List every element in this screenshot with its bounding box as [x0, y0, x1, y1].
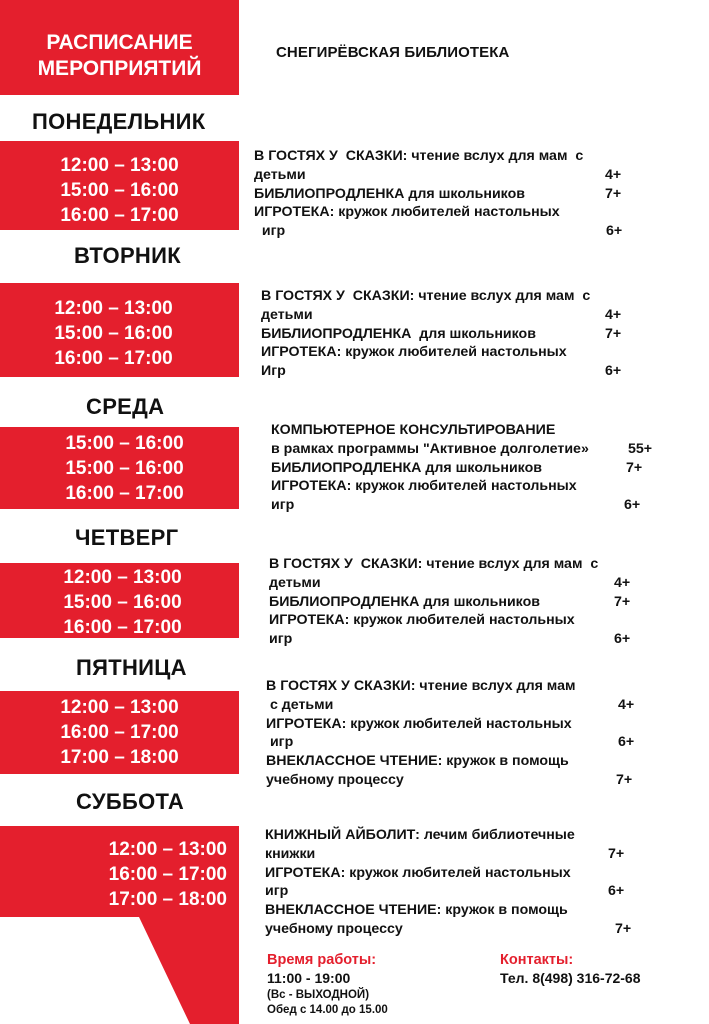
- times-friday: [0, 695, 239, 770]
- day-monday: ПОНЕДЕЛЬНИК: [32, 109, 206, 134]
- event-line: [269, 611, 641, 630]
- age-rating: 6+: [605, 363, 622, 380]
- time-slot: 15:00 – 16:00: [60, 180, 179, 201]
- times-saturday: [0, 837, 227, 912]
- day-thursday: ЧЕТВЕРГ: [75, 525, 179, 550]
- event-text: ВНЕКЛАССНОЕ ЧТЕНИЕ: кружок в помощь: [266, 753, 569, 770]
- event-text: детьми: [261, 306, 313, 323]
- event-text: учебному процессу: [265, 920, 403, 937]
- age-rating: 55+: [628, 440, 653, 457]
- times-tuesday: [0, 296, 233, 371]
- events-friday: [266, 677, 638, 790]
- time-slot: 15:00 – 16:00: [65, 458, 184, 479]
- event-text: в рамках программы "Активное долголетие»: [271, 440, 589, 457]
- event-text: игр: [266, 734, 294, 751]
- event-text: игр: [271, 497, 295, 514]
- event-line: [265, 826, 637, 845]
- age-rating: 6+: [618, 734, 635, 751]
- event-text: игр: [269, 631, 293, 648]
- age-rating: 7+: [614, 593, 631, 610]
- times-monday: [0, 153, 239, 228]
- event-text: В ГОСТЯХ У СКАЗКИ: чтение вслух для мам с: [261, 288, 591, 304]
- event-line: [266, 677, 638, 696]
- events-monday: [254, 147, 626, 241]
- event-text: ИГРОТЕКА: кружок любителей настольных: [269, 612, 575, 629]
- events-tuesday: [261, 287, 633, 381]
- event-line: [266, 696, 638, 715]
- age-rating: 6+: [614, 631, 631, 648]
- age-rating: 4+: [618, 696, 635, 713]
- event-line: [261, 343, 633, 362]
- event-line: [265, 920, 637, 939]
- time-slot: 12:00 – 13:00: [108, 839, 227, 860]
- age-rating: 4+: [605, 166, 622, 183]
- events-saturday: [265, 826, 637, 939]
- event-text: ИГРОТЕКА: кружок любителей настольных: [265, 864, 571, 881]
- library-name: СНЕГИРЁВСКАЯ БИБЛИОТЕКА: [276, 44, 510, 61]
- event-line: [261, 306, 633, 325]
- events-thursday: [269, 555, 641, 649]
- age-rating: 7+: [616, 771, 633, 788]
- event-text: КНИЖНЫЙ АЙБОЛИТ: лечим библиотечные: [265, 827, 575, 843]
- event-line: [271, 421, 671, 440]
- time-slot: 15:00 – 16:00: [65, 433, 184, 454]
- times-thursday: [3, 565, 242, 640]
- title-line-1: РАСПИСАНИЕ: [46, 31, 193, 54]
- lunch-note: Обед с 14.00 до 15.00: [267, 1004, 388, 1016]
- age-rating: 6+: [608, 883, 625, 900]
- contacts-label: Контакты:: [500, 952, 574, 968]
- age-rating: 6+: [624, 497, 641, 514]
- day-friday: ПЯТНИЦА: [76, 655, 187, 680]
- event-line: [266, 752, 638, 771]
- event-text: Игр: [261, 363, 286, 380]
- age-rating: 7+: [608, 845, 625, 862]
- time-slot: 12:00 – 13:00: [54, 298, 173, 319]
- event-line: [254, 166, 626, 185]
- event-line: [271, 459, 671, 478]
- event-line: [271, 440, 671, 459]
- time-slot: 12:00 – 13:00: [63, 567, 182, 588]
- event-line: [269, 555, 641, 574]
- event-text: учебному процессу: [266, 771, 404, 788]
- age-rating: 7+: [605, 325, 622, 342]
- event-line: [269, 630, 641, 649]
- event-line: [254, 222, 626, 241]
- time-slot: 16:00 – 17:00: [60, 722, 179, 743]
- event-line: [266, 771, 638, 790]
- event-text: БИБЛИОПРОДЛЕНКА для школьников: [261, 325, 536, 342]
- event-text: ИГРОТЕКА: кружок любителей настольных: [271, 478, 577, 495]
- time-slot: 16:00 – 17:00: [54, 348, 173, 369]
- time-slot: 15:00 – 16:00: [63, 592, 182, 613]
- event-line: [265, 845, 637, 864]
- title-line-2: МЕРОПРИЯТИЙ: [37, 57, 202, 80]
- event-line: [254, 185, 626, 204]
- event-text: В ГОСТЯХ У СКАЗКИ: чтение вслух для мам: [266, 678, 576, 694]
- phone-number: Тел. 8(498) 316-72-68: [500, 970, 641, 986]
- event-text: В ГОСТЯХ У СКАЗКИ: чтение вслух для мам с: [254, 148, 584, 164]
- time-slot: 17:00 – 18:00: [108, 889, 227, 910]
- age-rating: 4+: [614, 574, 631, 591]
- event-text: ВНЕКЛАССНОЕ ЧТЕНИЕ: кружок в помощь: [265, 902, 568, 919]
- age-rating: 6+: [606, 223, 623, 240]
- event-line: [265, 901, 637, 920]
- times-wednesday: [5, 431, 244, 506]
- hours-value: 11:00 - 19:00: [267, 970, 351, 986]
- event-line: [261, 287, 633, 306]
- event-text: БИБЛИОПРОДЛЕНКА для школьников: [269, 593, 540, 610]
- events-wednesday: [271, 421, 671, 515]
- time-slot: 16:00 – 17:00: [65, 483, 184, 504]
- event-text: детьми: [269, 574, 321, 591]
- event-text: игр: [265, 883, 289, 900]
- event-line: [265, 882, 637, 901]
- event-text: детьми: [254, 166, 306, 183]
- age-rating: 4+: [605, 306, 622, 323]
- event-line: [265, 864, 637, 883]
- event-line: [266, 733, 638, 752]
- page-title: [0, 30, 239, 82]
- event-text: КОМПЬЮТЕРНОЕ КОНСУЛЬТИРОВАНИЕ: [271, 422, 556, 438]
- event-line: [271, 496, 671, 515]
- age-rating: 7+: [605, 185, 622, 202]
- event-line: [269, 593, 641, 612]
- event-text: БИБЛИОПРОДЛЕНКА для школьников: [271, 459, 542, 476]
- day-off-note: (Вс - ВЫХОДНОЙ): [267, 989, 370, 1001]
- time-slot: 17:00 – 18:00: [60, 747, 179, 768]
- event-text: БИБЛИОПРОДЛЕНКА для школьников: [254, 185, 525, 202]
- time-slot: 12:00 – 13:00: [60, 155, 179, 176]
- event-line: [271, 477, 671, 496]
- event-line: [254, 203, 626, 222]
- time-slot: 15:00 – 16:00: [54, 323, 173, 344]
- event-text: книжки: [265, 845, 316, 862]
- event-line: [261, 362, 633, 381]
- event-line: [266, 715, 638, 734]
- event-line: [261, 325, 633, 344]
- event-text: В ГОСТЯХ У СКАЗКИ: чтение вслух для мам с: [269, 556, 599, 572]
- event-text: игр: [254, 223, 286, 240]
- event-line: [254, 147, 626, 166]
- hours-label: Время работы:: [267, 952, 377, 968]
- day-wednesday: СРЕДА: [86, 394, 165, 419]
- event-text: ИГРОТЕКА: кружок любителей настольных: [261, 344, 567, 361]
- time-slot: 16:00 – 17:00: [108, 864, 227, 885]
- event-text: ИГРОТЕКА: кружок любителей настольных: [266, 715, 572, 732]
- age-rating: 7+: [626, 459, 643, 476]
- day-saturday: СУББОТА: [76, 789, 185, 814]
- time-slot: 16:00 – 17:00: [63, 617, 182, 638]
- event-line: [269, 574, 641, 593]
- time-slot: 16:00 – 17:00: [60, 205, 179, 226]
- event-text: с детьми: [266, 696, 334, 713]
- day-tuesday: ВТОРНИК: [74, 243, 181, 268]
- event-text: ИГРОТЕКА: кружок любителей настольных: [254, 204, 560, 221]
- time-slot: 12:00 – 13:00: [60, 697, 179, 718]
- age-rating: 7+: [615, 920, 632, 937]
